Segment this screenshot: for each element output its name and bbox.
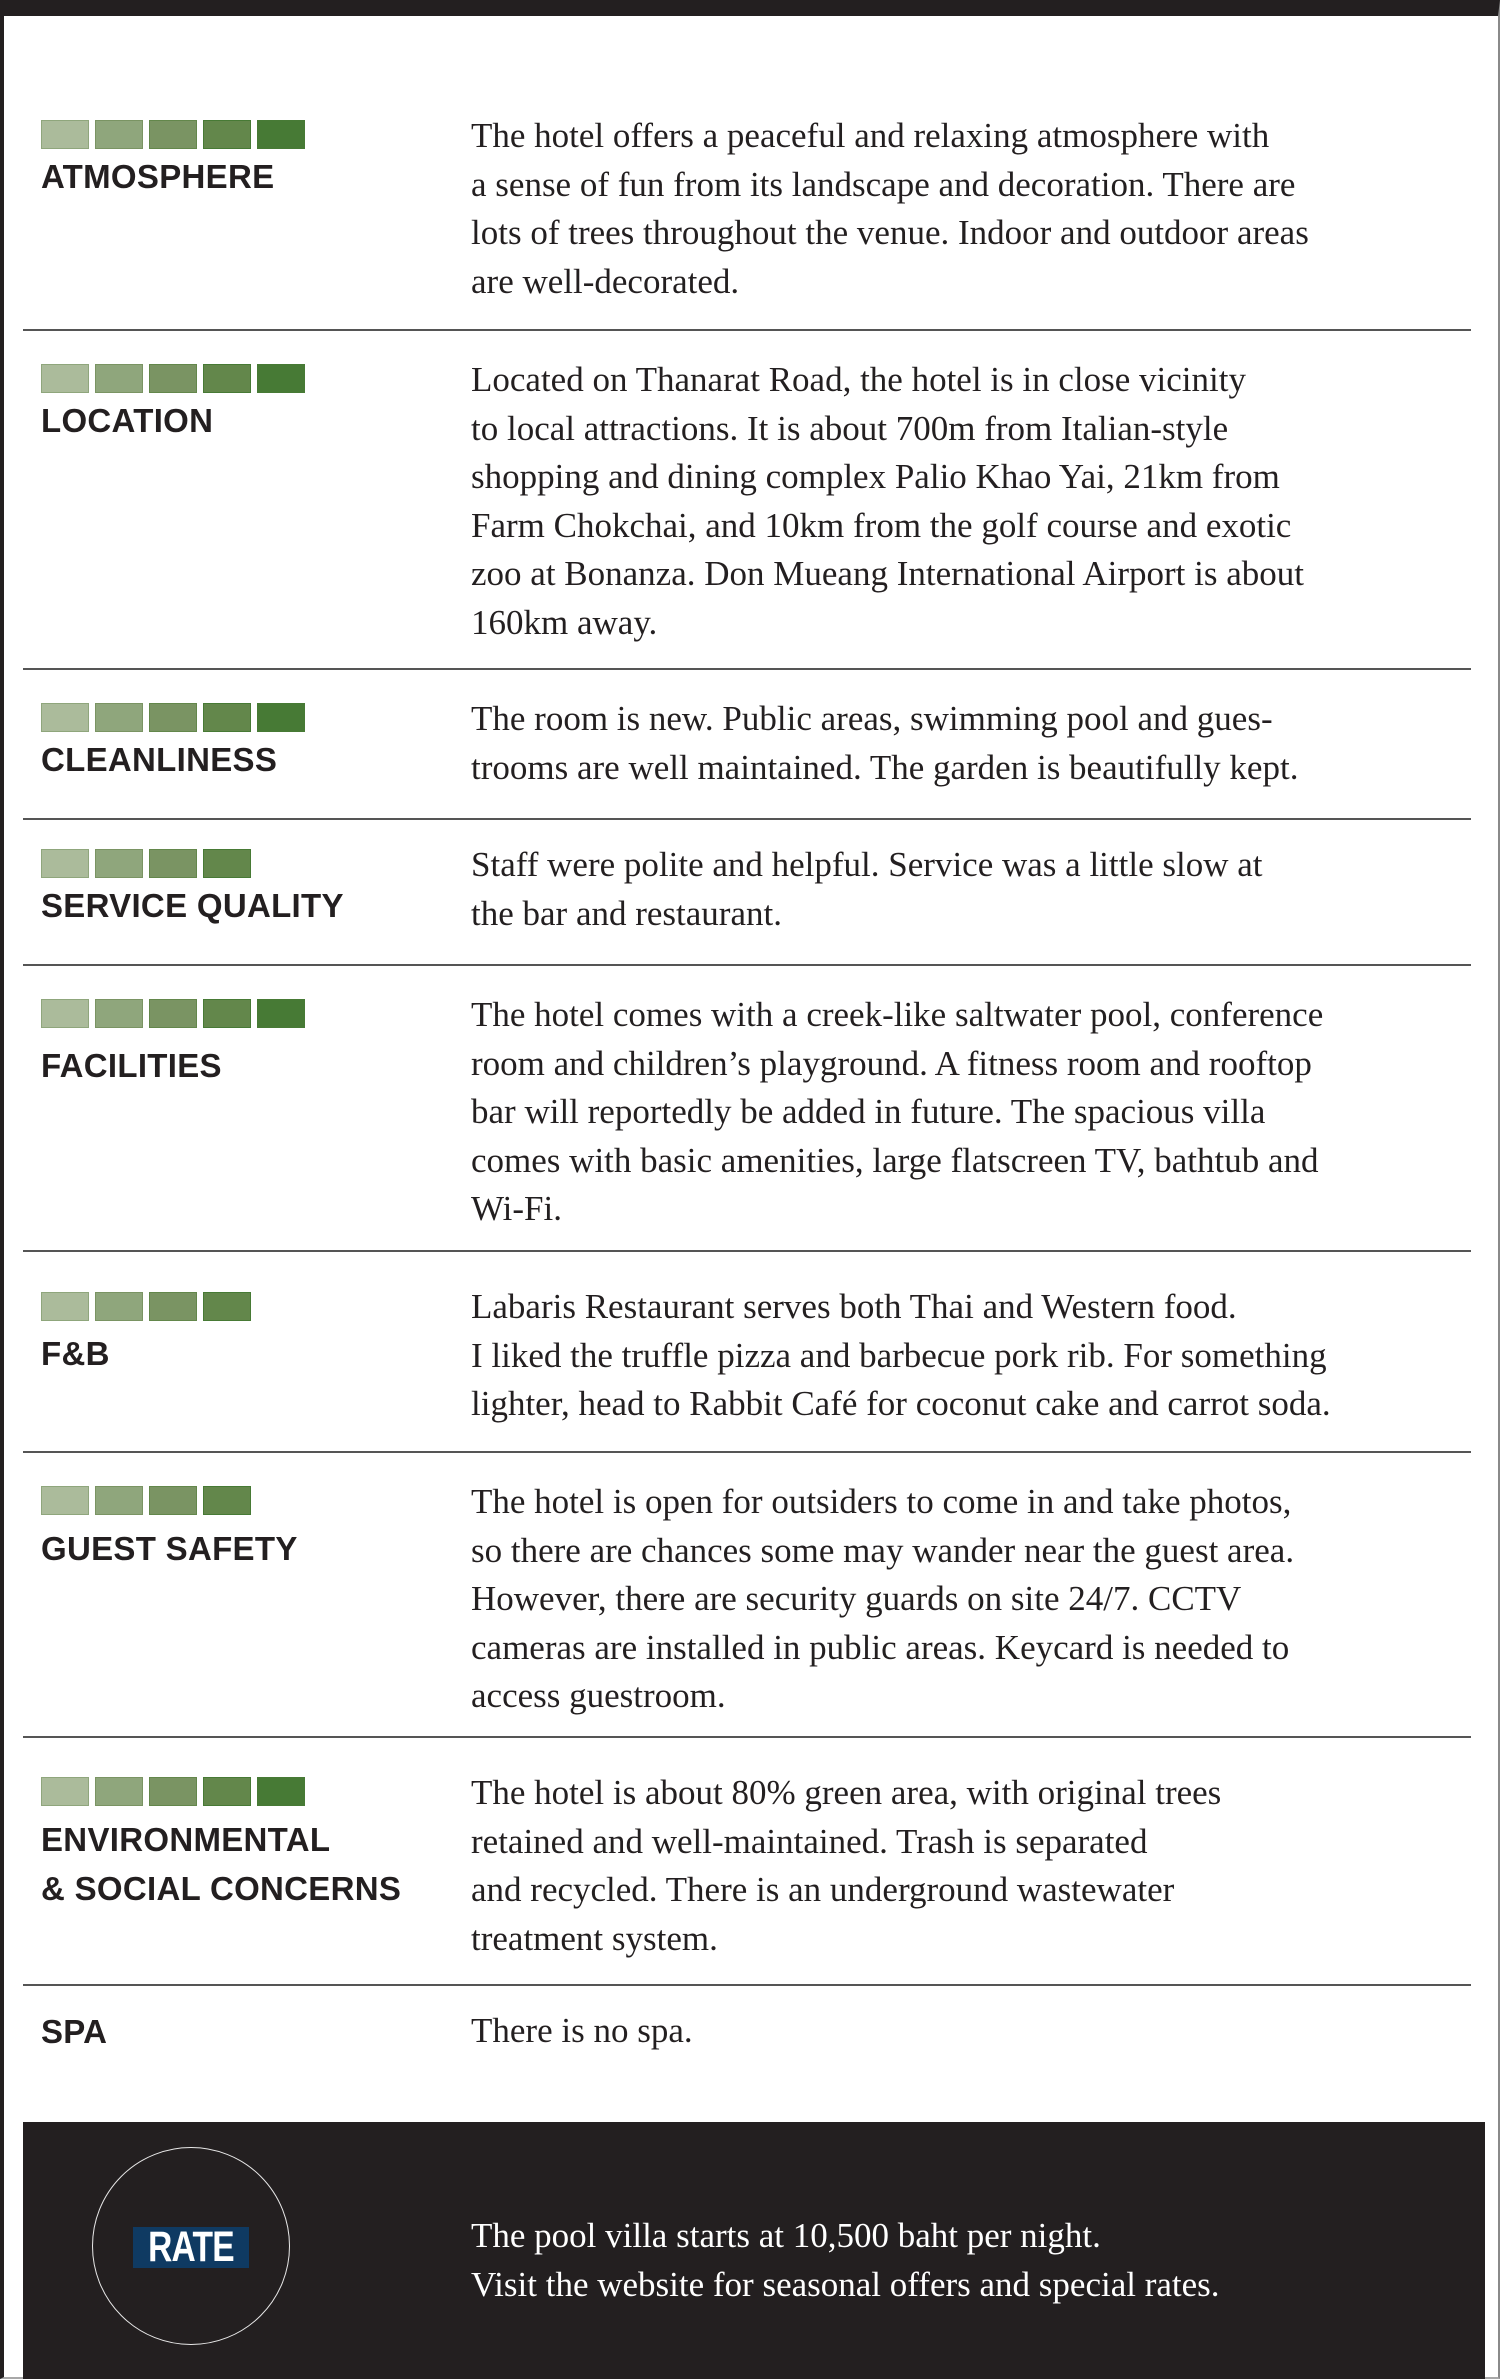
rate-panel (23, 2122, 1485, 2379)
rating-square (203, 999, 251, 1028)
rating-square (203, 364, 251, 393)
criterion-label: FACILITIES (41, 1047, 222, 1084)
criterion-label: ATMOSPHERE (41, 158, 275, 195)
rating-square (203, 1777, 251, 1806)
criterion-label: CLEANLINESS (41, 741, 278, 778)
rating-square (149, 849, 197, 878)
rating-square (41, 120, 89, 149)
rate-badge-label: RATE (148, 2227, 234, 2268)
row-divider (23, 1984, 1471, 1986)
criterion-label: SERVICE QUALITY (41, 887, 344, 924)
row-divider (23, 329, 1471, 331)
criterion-description: The hotel comes with a creek-like saltwater pool, conference room and children’s playground. A fitness room and rooftop bar will reportedly be added in future. The spacious villa comes with basic amenities, large flatscreen TV, bathtub and Wi-Fi. (471, 995, 1324, 1228)
rate-description: The pool villa starts at 10,500 baht per night. Visit the website for seasonal offers and special rates. (471, 2216, 1220, 2304)
rating-square (203, 1486, 251, 1515)
rating-square (95, 1777, 143, 1806)
rating-square (149, 1777, 197, 1806)
rating-square (95, 849, 143, 878)
rating-square (95, 1292, 143, 1321)
rate-badge-circle (92, 2147, 290, 2345)
criterion-description: The hotel offers a peaceful and relaxing atmosphere with a sense of fun from its landscape and decoration. There are lots of trees throughout the venue. Indoor and outdoor areas are well-decorated. (471, 116, 1309, 301)
rating-square (95, 1486, 143, 1515)
rating-squares (41, 1292, 251, 1321)
criterion-description: The room is new. Public areas, swimming pool and gues- trooms are well maintained. The garden is beautifully kept. (471, 699, 1299, 787)
rating-squares (41, 120, 305, 149)
rating-squares (41, 1486, 251, 1515)
rating-square (203, 120, 251, 149)
criterion-description: Staff were polite and helpful. Service was a little slow at the bar and restaurant. (471, 845, 1263, 933)
rating-squares (41, 364, 305, 393)
rating-square (95, 364, 143, 393)
criterion-description: Located on Thanarat Road, the hotel is in close vicinity to local attractions. It is about 700m from Italian-style shopping and dining complex Palio Khao Yai, 21km from Farm Chokchai, and 10km from the golf course and exotic zoo at Bonanza. Don Mueang International Airport is about 160km away. (471, 360, 1304, 642)
criterion-label: GUEST SAFETY (41, 1530, 298, 1567)
row-divider (23, 1736, 1471, 1738)
rating-square (41, 703, 89, 732)
rating-square (203, 849, 251, 878)
rating-squares (41, 849, 251, 878)
rating-square (203, 703, 251, 732)
rating-square (257, 703, 305, 732)
row-divider (23, 1250, 1471, 1252)
criterion-description: The hotel is about 80% green area, with original trees retained and well-maintained. Trash is separated and recycled. There is an underground wastewater treatment system. (471, 1773, 1222, 1958)
rating-square (257, 1777, 305, 1806)
criterion-label: F&B (41, 1335, 110, 1372)
rating-square (149, 1292, 197, 1321)
row-divider (23, 818, 1471, 820)
rate-badge (133, 2227, 249, 2268)
criterion-description: The hotel is open for outsiders to come in and take photos, so there are chances some may wander near the guest area. However, there are security guards on site 24/7. CCTV cameras are installed in public areas. Keycard is needed to access guestroom. (471, 1482, 1295, 1715)
criterion-description: Labaris Restaurant serves both Thai and Western food. I liked the truffle pizza and barbecue pork rib. For something lighter, head to Rabbit Café for coconut cake and carrot soda. (471, 1287, 1331, 1423)
criterion-description: There is no spa. (471, 2011, 693, 2050)
rating-square (257, 364, 305, 393)
row-divider (23, 964, 1471, 966)
rating-square (149, 120, 197, 149)
rating-square (149, 999, 197, 1028)
rating-square (257, 999, 305, 1028)
rating-square (41, 1777, 89, 1806)
rating-square (149, 703, 197, 732)
rating-squares (41, 999, 305, 1028)
rating-square (95, 703, 143, 732)
criterion-label: LOCATION (41, 402, 214, 439)
rating-square (149, 364, 197, 393)
rating-square (95, 999, 143, 1028)
rating-square (203, 1292, 251, 1321)
rating-square (41, 849, 89, 878)
rating-square (41, 364, 89, 393)
rating-square (149, 1486, 197, 1515)
criterion-label: SPA (41, 2013, 108, 2050)
rating-square (41, 1486, 89, 1515)
rating-square (41, 999, 89, 1028)
row-divider (23, 1451, 1471, 1453)
criterion-label: ENVIRONMENTAL & SOCIAL CONCERNS (41, 1821, 402, 1907)
rating-square (41, 1292, 89, 1321)
rating-squares (41, 703, 305, 732)
rating-square (95, 120, 143, 149)
rating-square (257, 120, 305, 149)
row-divider (23, 668, 1471, 670)
rating-squares (41, 1777, 305, 1806)
